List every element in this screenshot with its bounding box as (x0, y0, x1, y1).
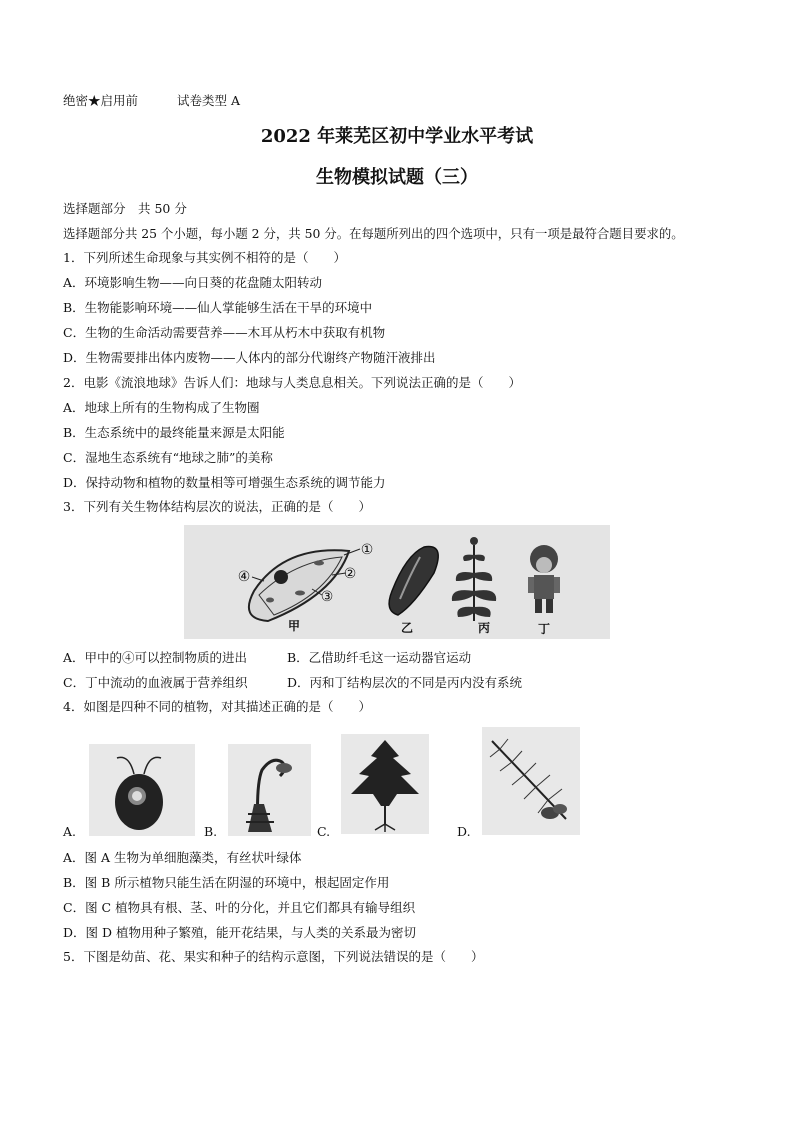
marker-4: ④ (237, 569, 251, 585)
child-figure-drawing (528, 545, 560, 613)
question-4-option-a: A．图 A 生物为单细胞藻类，有丝状叶绿体 (63, 850, 302, 865)
question-2-option-a: A．地球上所有的生物构成了生物圈 (63, 400, 260, 415)
question-4-image-d (482, 727, 580, 835)
question-4-stem: 4．如图是四种不同的植物，对其描述正确的是（ ） (63, 699, 371, 714)
question-4-image-a (89, 744, 195, 836)
question-3-option-a: A．甲中的④可以控制物质的进出 (63, 650, 248, 665)
question-2-option-d: D．保持动物和植物的数量相等可增强生态系统的调节能力 (63, 475, 386, 490)
figure-label-bing: 丙 (477, 621, 491, 635)
section-instructions: 选择题部分共 25 个小题，每小题 2 分，共 50 分。在每题所列出的四个选项中，只有一项是最符合题目要求的。 (63, 226, 684, 241)
question-1-option-a: A．环境影响生物——向日葵的花盘随太阳转动 (63, 275, 323, 290)
figure-label-yi: 乙 (400, 621, 414, 635)
question-1-stem: 1．下列所述生命现象与其实例不相符的是（ ） (63, 250, 346, 265)
question-4-option-d: D．图 D 植物用种子繁殖，能开花结果，与人类的关系最为密切 (63, 925, 416, 940)
question-4-image-b (228, 744, 311, 836)
question-4-image-b-label: B. (204, 824, 218, 839)
paper-type-label: 试卷类型 A (177, 93, 241, 108)
question-5-stem: 5．下图是幼苗、花、果实和种子的结构示意图，下列说法错误的是（ ） (63, 949, 484, 964)
figure-label-jia: 甲 (287, 619, 301, 633)
question-1-option-c: C．生物的生命活动需要营养——木耳从朽木中获取有机物 (63, 325, 386, 340)
question-4-option-b: B．图 B 所示植物只能生活在阴湿的环境中，根起固定作用 (63, 875, 390, 890)
marker-3: ③ (320, 589, 334, 605)
figure-label-ding: 丁 (537, 622, 551, 636)
plant-cell-drawing (249, 549, 360, 621)
question-1-option-b: B．生物能影响环境——仙人掌能够生活在干旱的环境中 (63, 300, 373, 315)
paramecium-drawing (389, 547, 438, 615)
secret-label: 绝密★启用前 (63, 93, 139, 108)
question-2-option-c: C．湿地生态系统有“地球之肺”的美称 (63, 450, 273, 465)
question-4-image-a-label: A. (63, 824, 77, 839)
marker-1: ① (360, 542, 374, 558)
question-4-image-d-label: D. (457, 824, 471, 839)
question-4-image-c-label: C. (317, 824, 331, 839)
question-3-option-b: B．乙借助纤毛这一运动器官运动 (287, 650, 472, 665)
exam-subtitle: 生物模拟试题（三） (316, 167, 478, 188)
marker-2: ② (343, 566, 357, 582)
question-3-stem: 3．下列有关生物体结构层次的说法，正确的是（ ） (63, 499, 371, 514)
question-4-image-c (341, 734, 429, 834)
question-2-option-b: B．生态系统中的最终能量来源是太阳能 (63, 425, 285, 440)
section-heading: 选择题部分 共 50 分 (63, 201, 187, 216)
question-2-stem: 2．电影《流浪地球》告诉人们：地球与人类息息相关。下列说法正确的是（ ） (63, 375, 521, 390)
flowering-plant-drawing (452, 537, 496, 621)
question-4-option-c: C．图 C 植物具有根、茎、叶的分化，并且它们都具有输导组织 (63, 900, 416, 915)
question-3-option-d: D．丙和丁结构层次的不同是丙内没有系统 (287, 675, 523, 690)
question-3-figure (184, 525, 610, 639)
question-3-option-c: C．丁中流动的血液属于营养组织 (63, 675, 248, 690)
exam-title: 2022 年莱芜区初中学业水平考试 (260, 126, 534, 147)
question-1-option-d: D．生物需要排出体内废物——人体内的部分代谢终产物随汗液排出 (63, 350, 436, 365)
